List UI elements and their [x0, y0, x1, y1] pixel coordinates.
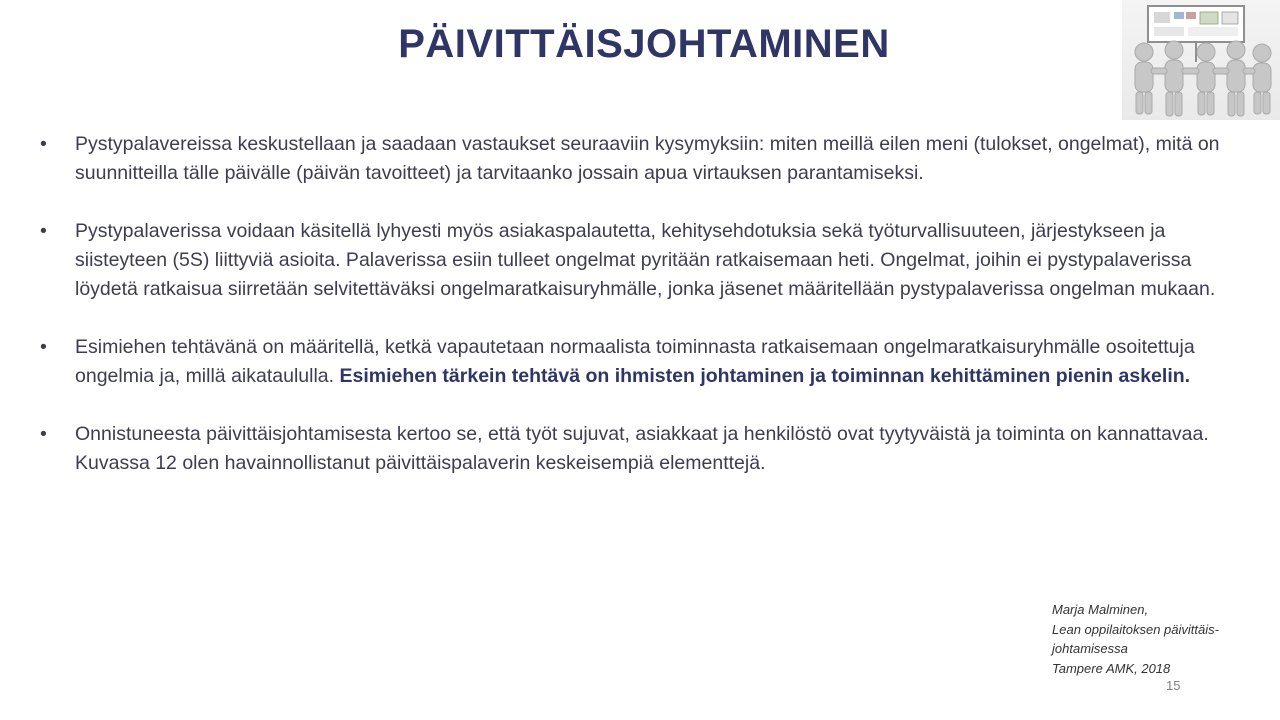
team-meeting-figures-image: [1122, 0, 1280, 120]
citation-publisher: Tampere AMK, 2018: [1052, 660, 1171, 676]
bullet-item-1: [40, 130, 1250, 188]
bullet-item-2: [40, 217, 1250, 304]
bullet-item-4: [40, 420, 1250, 478]
team-meeting-illustration: [1122, 0, 1280, 120]
slide-title: PÄIVITTÄISJOHTAMINEN: [398, 22, 890, 66]
citation: [1052, 600, 1272, 678]
bullet-marker: •: [40, 133, 47, 155]
bullet-marker: •: [40, 423, 47, 445]
bullet-list: [40, 130, 1250, 507]
bullet-text: Esimiehen tehtävänä on määritellä, ketkä vapautetaan normaalista toiminnasta ratkaisemaan ongelmaratkaisuryhmälle osoitettuja ongelmia ja, millä aikataululla.: [75, 336, 1195, 387]
bullet-bold-text: Esimiehen tärkein tehtävä on ihmisten johtaminen ja toiminnan kehittäminen pienin askelin.: [339, 365, 1191, 387]
page-number: 15: [1166, 678, 1181, 693]
citation-author: Marja Malminen,: [1052, 602, 1149, 617]
bullet-item-3: [40, 333, 1250, 391]
citation-title-line1: Lean oppilaitoksen päivittäis-: [1052, 621, 1219, 637]
bullet-text: Pystypalavereissa keskustellaan ja saadaan vastaukset seuraaviin kysymyksiin: miten meillä eilen meni (tulokset, ongelmat), mitä on suunnitteilla tälle päivälle (päivän tavoitteet) ja tarvitaanko jossain apua virtauksen parantamiseksi.: [75, 133, 1220, 184]
citation-title-line2: johtamisessa: [1052, 641, 1128, 656]
bullet-text: Onnistuneesta päivittäisjohtamisesta kertoo se, että työt sujuvat, asiakkaat ja henkilöstö ovat tyytyväistä ja toiminta on kannattavaa. Kuvassa 12 olen havainnollistanut päivittäispalaverin keskeisempiä elementtejä.: [75, 423, 1209, 474]
bullet-text: Pystypalaverissa voidaan käsitellä lyhyesti myös asiakaspalautetta, kehitysehdotuksia sekä työturvallisuuteen, järjestykseen ja siisteyteen (5S) liittyviä asioita. Palaverissa esiin tulleet ongelmat pyritään ratkaisemaan heti. Ongelmat, joihin ei pystypalaverissa löydetä ratkaisua siirretään selvitettäväksi ongelmaratkaisuryhmälle, jonka jäsenet määritellään pystypalaverissa ongelman mukaan.: [75, 220, 1216, 300]
bullet-marker: •: [40, 336, 47, 358]
bullet-marker: •: [40, 220, 47, 242]
